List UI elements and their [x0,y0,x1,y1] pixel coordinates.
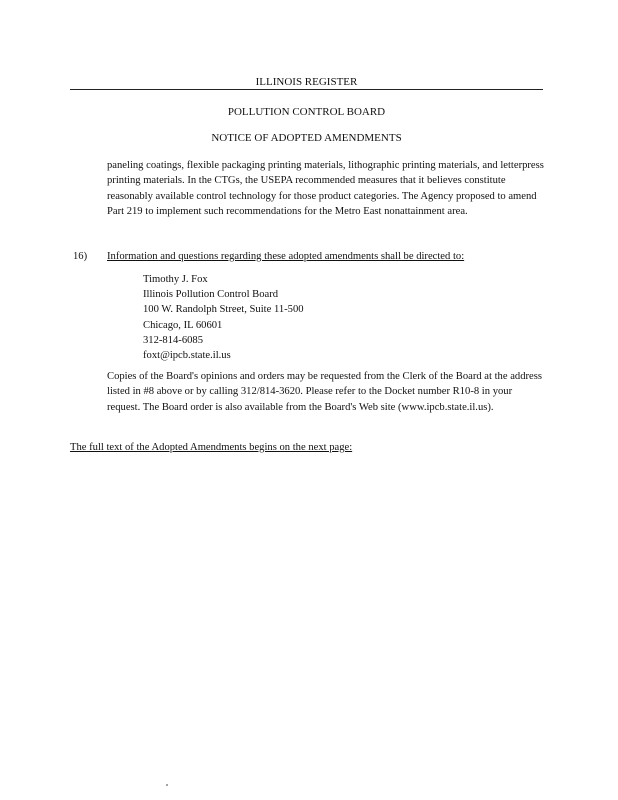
contact-phone: 312-814-6085 [143,334,204,346]
register-title: ILLINOIS REGISTER [255,76,358,88]
contact-organization: Illinois Pollution Control Board [143,289,279,301]
board-title: POLLUTION CONTROL BOARD [227,106,386,118]
contact-address: 100 W. Randolph Street, Suite 11-500 [143,304,304,316]
item-heading: Information and questions regarding these adopted amendments shall be directed to: [107,251,465,262]
contact-city: Chicago, IL 60601 [143,319,223,331]
continuation-paragraph: paneling coatings, flexible packaging printing materials, lithographic printing materials, and letterpress printing materials. In the CTGs, the USEPA recommended measures that it believes constitute reasonably available control technology for those product categories. The Agency proposed to amend Part 219 to implement such recommendations for the Metro East nonattainment area. [107,160,544,218]
page-mark [166,784,168,786]
notice-title: NOTICE OF ADOPTED AMENDMENTS [211,132,402,144]
full-text-notice: The full text of the Adopted Amendments begins on the next page: [70,442,353,453]
copies-paragraph: Copies of the Board's opinions and orders may be requested from the Clerk of the Board at the address listed in #8 above or by calling 312/814-3620. Please refer to the Docket number R10-8 in your request. The Board order is also available from the Board's Web site (www.ipcb.state.il.us). [107,371,542,413]
item-number: 16) [73,251,88,262]
contact-block [143,272,304,363]
contact-email: foxt@ipcb.state.il.us [143,350,231,362]
contact-name: Timothy J. Fox [143,274,208,285]
header-divider [70,89,543,90]
